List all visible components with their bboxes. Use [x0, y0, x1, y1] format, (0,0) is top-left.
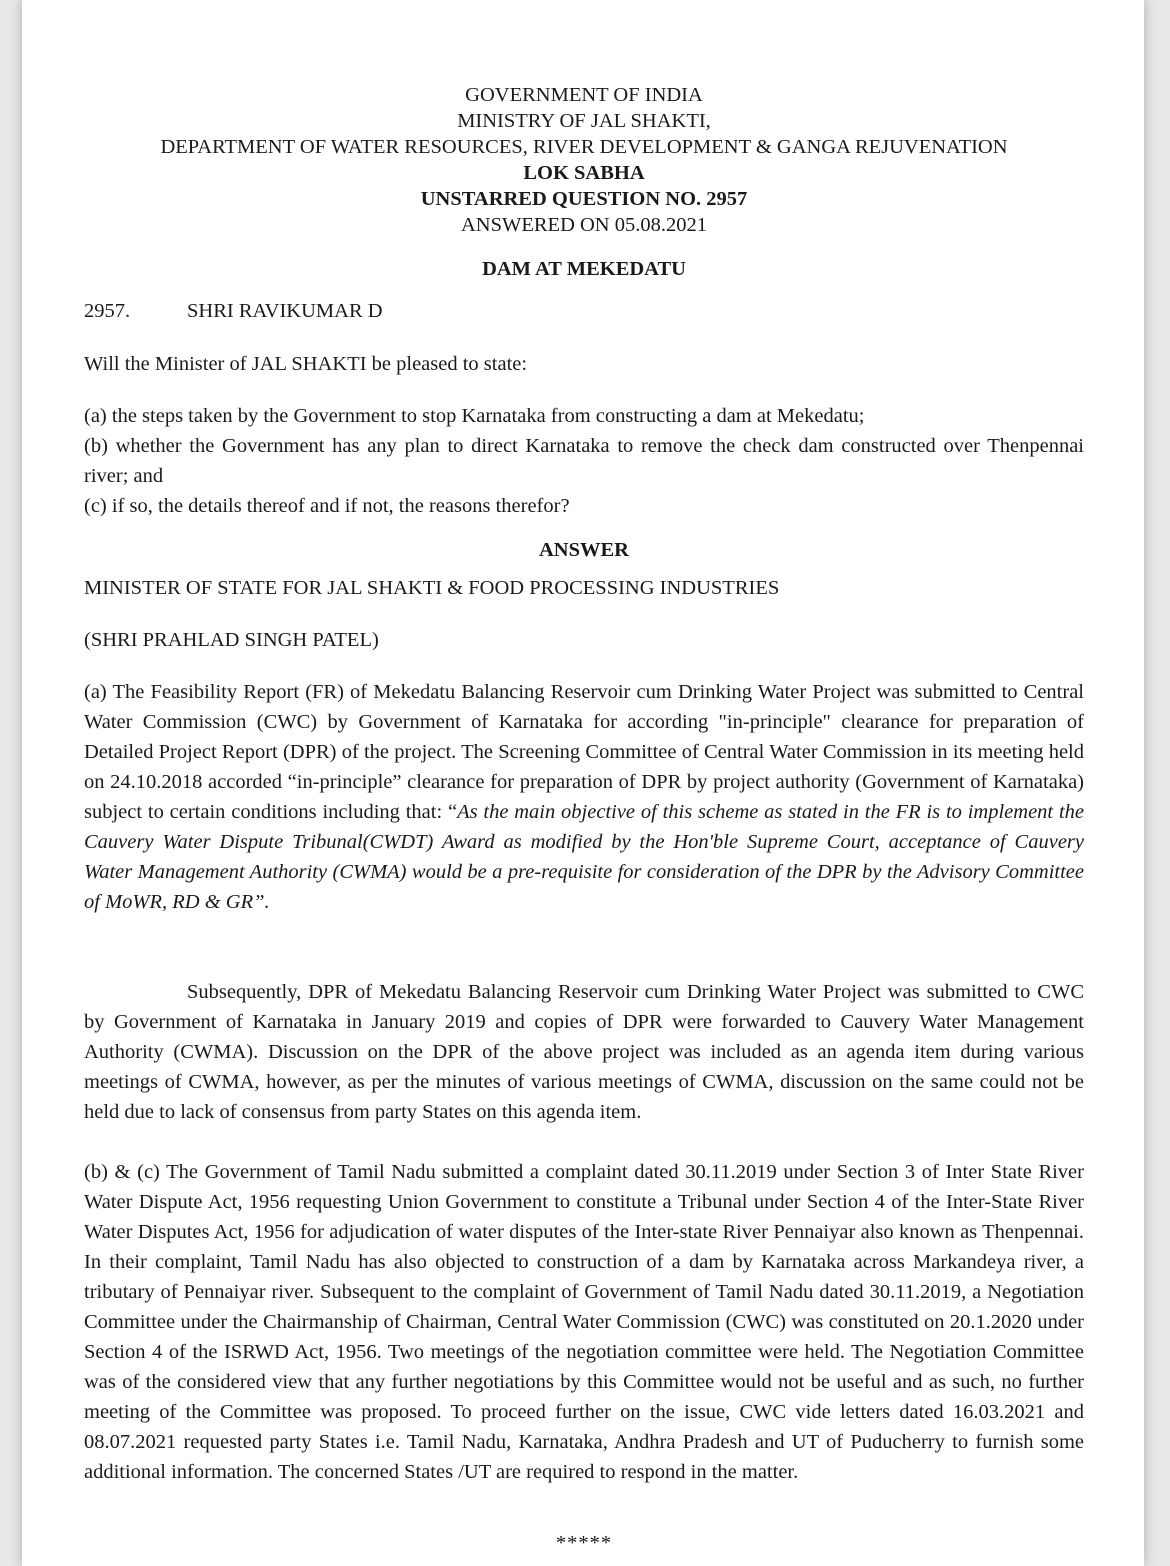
minister-title: MINISTER OF STATE FOR JAL SHAKTI & FOOD PROCESSING INDUSTRIES [84, 577, 780, 599]
member-name: SHRI RAVIKUMAR D [187, 300, 383, 322]
answer-heading: ANSWER [539, 539, 629, 561]
header-government: GOVERNMENT OF INDIA [465, 84, 703, 106]
minister-name: (SHRI PRAHLAD SINGH PATEL) [84, 629, 379, 651]
header-answered-date: ANSWERED ON 05.08.2021 [461, 214, 707, 236]
header-house: LOK SABHA [523, 162, 645, 184]
answer-a-text: (a) The Feasibility Report (FR) of Mekedatu Balancing Reservoir cum Drinking Water Project was submitted to Central Water Commission (CWC) by Government of Karnataka for according "in-principle" clearance for preparation of Detailed Project Report (DPR) of the project. The Screening Committee of Central Water Commission in its meeting held on 24.10.2018 accorded “in-principle” clearance for preparation of DPR by project authority (Government of Karnataka) subject to certain conditions including that: “ [84, 681, 1084, 823]
question-part-b: (b) whether the Government has any plan to direct Karnataka to remove the check dam constructed over Thenpennai river; and [84, 435, 1084, 487]
question-number: 2957. [84, 300, 131, 322]
question-intro: Will the Minister of JAL SHAKTI be pleased to state: [84, 353, 528, 375]
end-mark: ***** [555, 1532, 613, 1554]
answer-paragraph-a [84, 677, 1084, 917]
document-header [84, 80, 1084, 240]
answer-paragraph-subsequent: Subsequently, DPR of Mekedatu Balancing Reservoir cum Drinking Water Project was submitted to CWC by Government of Karnataka in January 2019 and copies of DPR were forwarded to Cauvery Water Management Authority (CWMA). Discussion on the DPR of the above project was included as an agenda item during various meetings of CWMA, however, as per the minutes of various meetings of CWMA, discussion on the same could not be held due to lack of consensus from party States on this agenda item. [84, 981, 1084, 1123]
question-part-a: (a) the steps taken by the Government to stop Karnataka from constructing a dam at Mekedatu; [84, 405, 865, 427]
question-parts [84, 401, 1084, 521]
answer-paragraph-bc: (b) & (c) The Government of Tamil Nadu submitted a complaint dated 30.11.2019 under Section 3 of Inter State River Water Dispute Act, 1956 requesting Union Government to constitute a Tribunal under Section 4 of the Inter-State River Water Disputes Act, 1956 for adjudication of water disputes of the Inter-state River Pennaiyar also known as Thenpennai. In their complaint, Tamil Nadu has also objected to construction of a dam by Karnataka across Markandeya river, a tributary of Pennaiyar river. Subsequent to the complaint of Government of Tamil Nadu dated 30.11.2019, a Negotiation Committee under the Chairmanship of Chairman, Central Water Commission (CWC) was constituted on 20.1.2020 under Section 4 of the ISRWD Act, 1956. Two meetings of the negotiation committee were held. The Negotiation Committee was of the considered view that any further negotiations by this Committee would not be useful and as such, no further meeting of the Committee was proposed. To proceed further on the issue, CWC vide letters dated 16.03.2021 and 08.07.2021 requested party States i.e. Tamil Nadu, Karnataka, Andhra Pradesh and UT of Puducherry to furnish some additional information. The concerned States /UT are required to respond in the matter. [84, 1161, 1084, 1483]
subject-title: DAM AT MEKEDATU [482, 258, 686, 280]
document-page [22, 0, 1144, 1566]
header-department: DEPARTMENT OF WATER RESOURCES, RIVER DEVELOPMENT & GANGA REJUVENATION [160, 136, 1008, 158]
answer-a-quote: As the main objective of this scheme as stated in the FR is to implement the Cauvery Water Dispute Tribunal(CWDT) Award as modified by the Hon'ble Supreme Court, acceptance of Cauvery Water Management Authority (CWMA) would be a pre-requisite for consideration of the DPR by the Advisory Committee of MoWR, RD & GR [84, 801, 1084, 913]
answer-a-quote-end: ”. [253, 891, 270, 913]
header-question-number: UNSTARRED QUESTION NO. 2957 [420, 188, 748, 210]
question-part-c: (c) if so, the details thereof and if not, the reasons therefor? [84, 495, 570, 517]
question-member-line [84, 296, 1084, 326]
header-ministry: MINISTRY OF JAL SHAKTI, [457, 110, 711, 132]
